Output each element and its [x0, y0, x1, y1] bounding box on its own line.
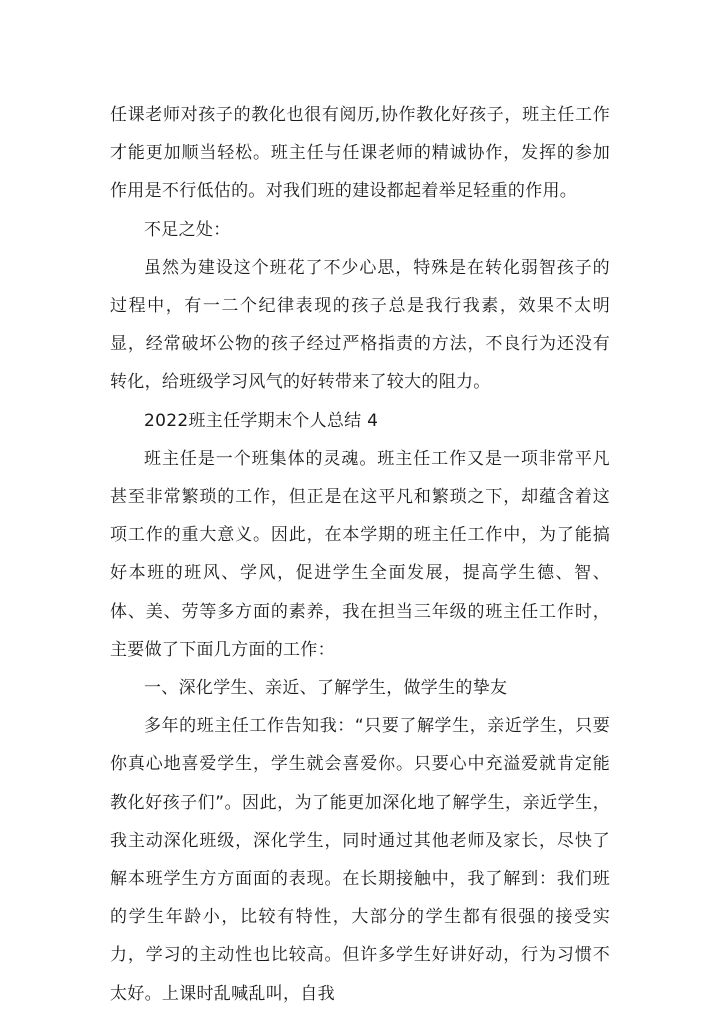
- paragraph-3: 虽然为建设这个班花了不少心思，特殊是在转化弱智孩子的过程中，有一二个纪律表现的孩子总是我行我素，效果不太明显，经常破坏公物的孩子经过严格指责的方法，不良行为还没有转化，给班级学习风气的好转带来了较大的阻力。: [110, 257, 610, 393]
- paragraph-5: 班主任是一个班集体的灵魂。班主任工作又是一项非常平凡甚至非常繁琐的工作，但正是在这平凡和繁琐之下，却蕴含着这项工作的重大意义。因此，在本学期的班主任工作中，为了能搞好本班的班风、学风，促进学生全面发展，提高学生德、智、体、美、劳等多方面的素养，我在担当三年级的班主任工作时，主要做了下面几方面的工作：: [110, 448, 610, 660]
- document-body: [110, 96, 610, 1013]
- paragraph-heading-shortcomings: 不足之处：: [144, 219, 231, 240]
- paragraph-7: 多年的班主任工作告知我：“只要了解学生，亲近学生，只要你真心地喜爱学生，学生就会喜爱你。只要心中充溢爱就肯定能教化好孩子们”。因此，为了能更加深化地了解学生，亲近学生，我主动深化班级，深化学生，同时通过其他老师及家长，尽快了解本班学生方方面面的表现。在长期接触中，我了解到：我们班的学生年龄小，比较有特性，大部分的学生都有很强的接受实力，学习的主动性也比较高。但许多学生好讲好动，行为习惯不太好。上课时乱喊乱叫，自我: [110, 716, 610, 1004]
- section-title: 2022班主任学期末个人总结 4: [144, 410, 379, 431]
- subsection-heading-1: 一、深化学生、亲近、了解学生，做学生的挚友: [144, 678, 508, 699]
- paragraph-1: 任课老师对孩子的教化也很有阅历,协作教化好孩子，班主任工作才能更加顺当轻松。班主任与任课老师的精诚协作，发挥的参加作用是不行低估的。对我们班的建设都起着举足轻重的作用。: [110, 105, 610, 202]
